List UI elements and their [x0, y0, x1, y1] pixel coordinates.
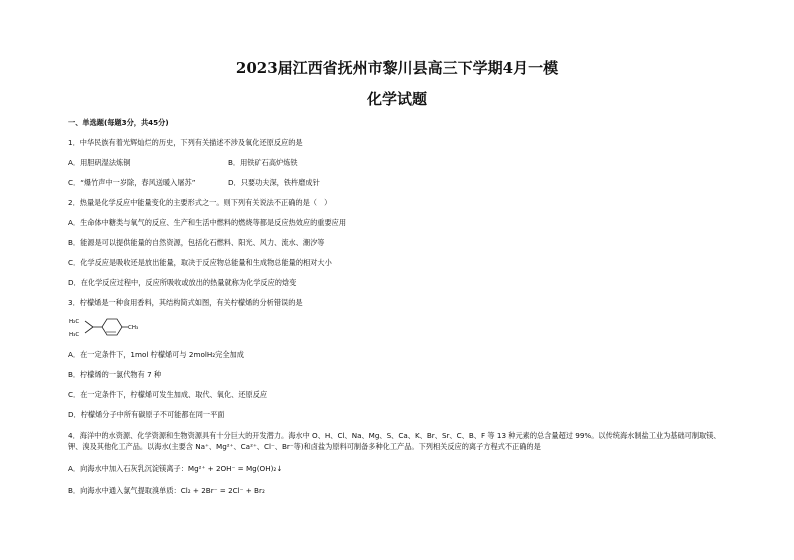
q3-stem: 3．柠檬烯是一种食用香料，其结构简式如图，有关柠檬烯的分析错误的是 [68, 298, 303, 307]
h2c-label: H₂C [69, 319, 80, 325]
q1-option-d: D．只要功夫深，铁杵磨成针 [228, 178, 320, 187]
q1-stem: 1．中华民族有着光辉灿烂的历史，下列有关描述不涉及氧化还原反应的是 [68, 138, 303, 147]
q1-option-b: B．用铁矿石高炉炼铁 [228, 158, 298, 167]
h3c-label: H₃C [69, 332, 80, 338]
q2-option-b: B．能源是可以提供能量的自然资源，包括化石燃料、阳光、风力、流水、潮汐等 [68, 238, 325, 247]
q2-option-a: A．生命体中糖类与氧气的反应、生产和生活中燃料的燃烧等都是反应热效应的重要应用 [68, 218, 347, 227]
q1-option-a: A．用胆矾湿法炼铜 [68, 158, 131, 167]
q2-option-d: D．在化学反应过程中，反应所吸收或放出的热量就称为化学反应的焓变 [68, 278, 297, 287]
q4-stem: 4．海洋中的水资源、化学资源和生物资源具有十分巨大的开发潜力。海水中 O、H、Cl、Na、Mg、S、Ca、K、Br、Sr、C、B、F 等 13 种元素的总含量超过 99%。以传统海水制盐工业为基础可制取镁、钾、溴及其他化工产品。以海水(主要含 Na⁺、Mg²⁺、Ca²⁺、Cl⁻、Br⁻等)和卤盐为原料可制备多种化工产品。下列相关反应的离子方程式不正确的是 [68, 431, 721, 451]
limonene-structure [68, 313, 148, 341]
q4-option-b: B．向海水中通入氯气提取溴单质：Cl₂ + 2Br⁻ = 2Cl⁻ + Br₂ [68, 486, 265, 495]
q2-option-c: C．化学反应是吸收还是放出能量，取决于反应物总能量和生成物总能量的相对大小 [68, 258, 332, 267]
doc-subtitle: 化学试题 [366, 90, 427, 108]
q4-option-a: A．向海水中加入石灰乳沉淀镁离子：Mg²⁺ + 2OH⁻ = Mg(OH)₂↓ [68, 464, 283, 473]
q1-option-c: C．“爆竹声中一岁除，春风送暖入屠苏” [68, 178, 196, 187]
doc-title: 2023届江西省抚州市黎川县高三下学期4月一模 [235, 59, 559, 77]
q3-option-b: B．柠檬烯的一氯代物有 7 种 [68, 370, 162, 379]
section-heading: 一、单选题(每题3分，共45分) [68, 118, 169, 127]
q3-option-a: A．在一定条件下，1mol 柠檬烯可与 2molH₂完全加成 [68, 350, 244, 359]
q2-stem: 2．热量是化学反应中能量变化的主要形式之一。则下列有关说法不正确的是（ ） [68, 198, 332, 207]
q3-option-d: D．柠檬烯分子中所有碳原子不可能都在同一平面 [68, 410, 225, 419]
ch3-label: CH₃ [128, 325, 139, 331]
q3-option-c: C．在一定条件下，柠檬烯可发生加成、取代、氧化、还原反应 [68, 390, 268, 399]
